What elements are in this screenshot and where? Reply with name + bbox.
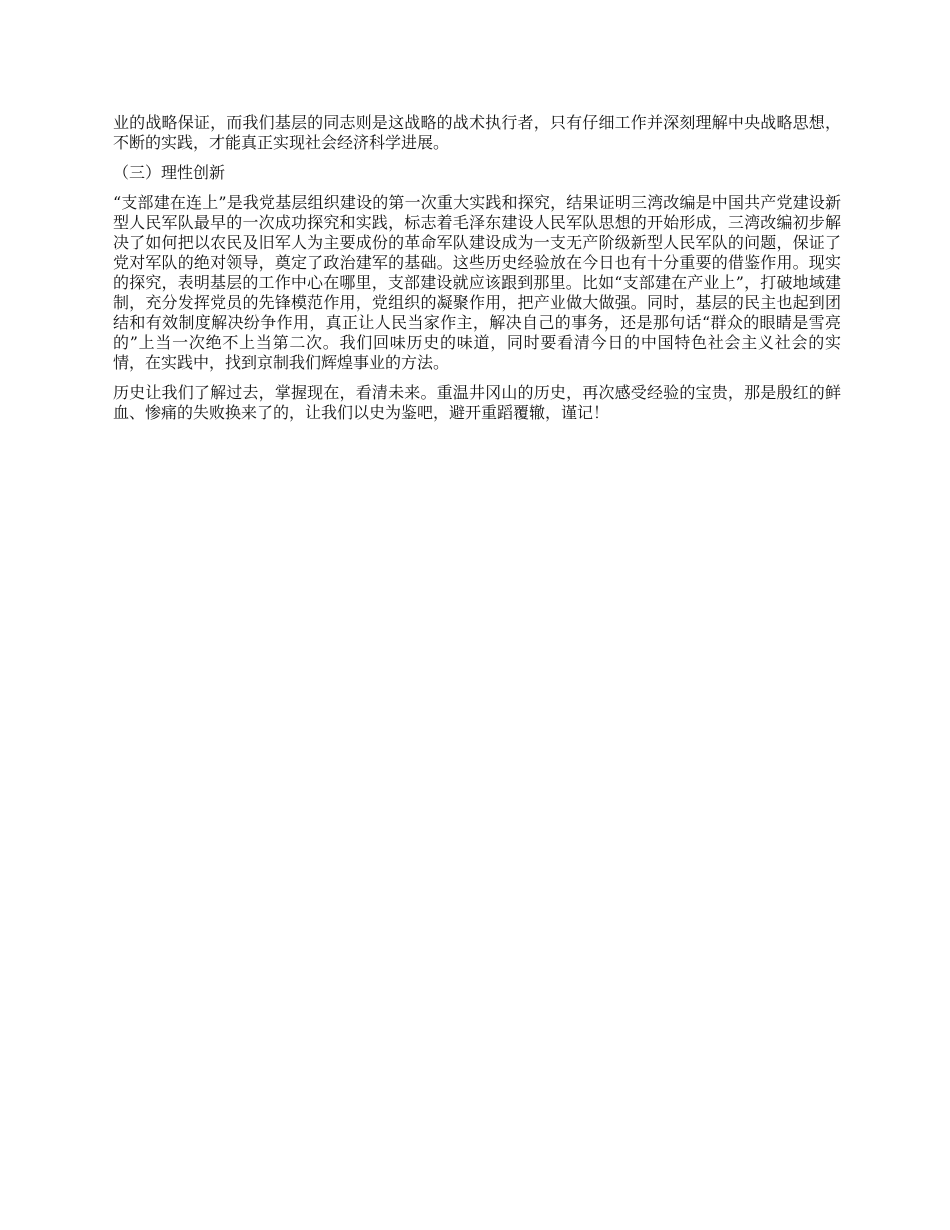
body-paragraph-2: “支部建在连上”是我党基层组织建设的第一次重大实践和探究，结果证明三湾改编是中国共产党建设新型人民军队最早的一次成功探究和实践，标志着毛泽东建设人民军队思想的开始形成，三湾改编初步解决了如何把以农民及旧军人为主要成份的革命军队建设成为一支无产阶级新型人民军队的问题，保证了党对军队的绝对领导，奠定了政治建军的基础。这些历史经验放在今日也有十分重要的借鉴作用。现实的探究，表明基层的工作中心在哪里，支部建设就应该跟到那里。比如“支部建在产业上”，打破地域建制，充分发挥党员的先锋模范作用，党组织的凝聚作用，把产业做大做强。同时，基层的民主也起到团结和有效制度解决纷争作用，真正让人民当家作主，解决自己的事务，还是那句话“群众的眼睛是雪亮的”上当一次绝不上当第二次。我们回味历史的味道，同时要看清今日的中国特色社会主义社会的实情，在实践中，找到京制我们辉煌事业的方法。 xyxy=(113,193,841,372)
section-heading: （三）理性创新 xyxy=(113,163,226,182)
document-page xyxy=(113,113,841,433)
body-paragraph-1: 业的战略保证，而我们基层的同志则是这战略的战术执行者，只有仔细工作并深刻理解中央战略思想，不断的实践，才能真正实现社会经济科学进展。 xyxy=(113,113,841,152)
body-paragraph-3: 历史让我们了解过去，掌握现在，看清未来。重温井冈山的历史，再次感受经验的宝贵，那是殷红的鲜血、惨痛的失败换来了的，让我们以史为鉴吧，避开重蹈覆辙，谨记！ xyxy=(113,383,841,422)
